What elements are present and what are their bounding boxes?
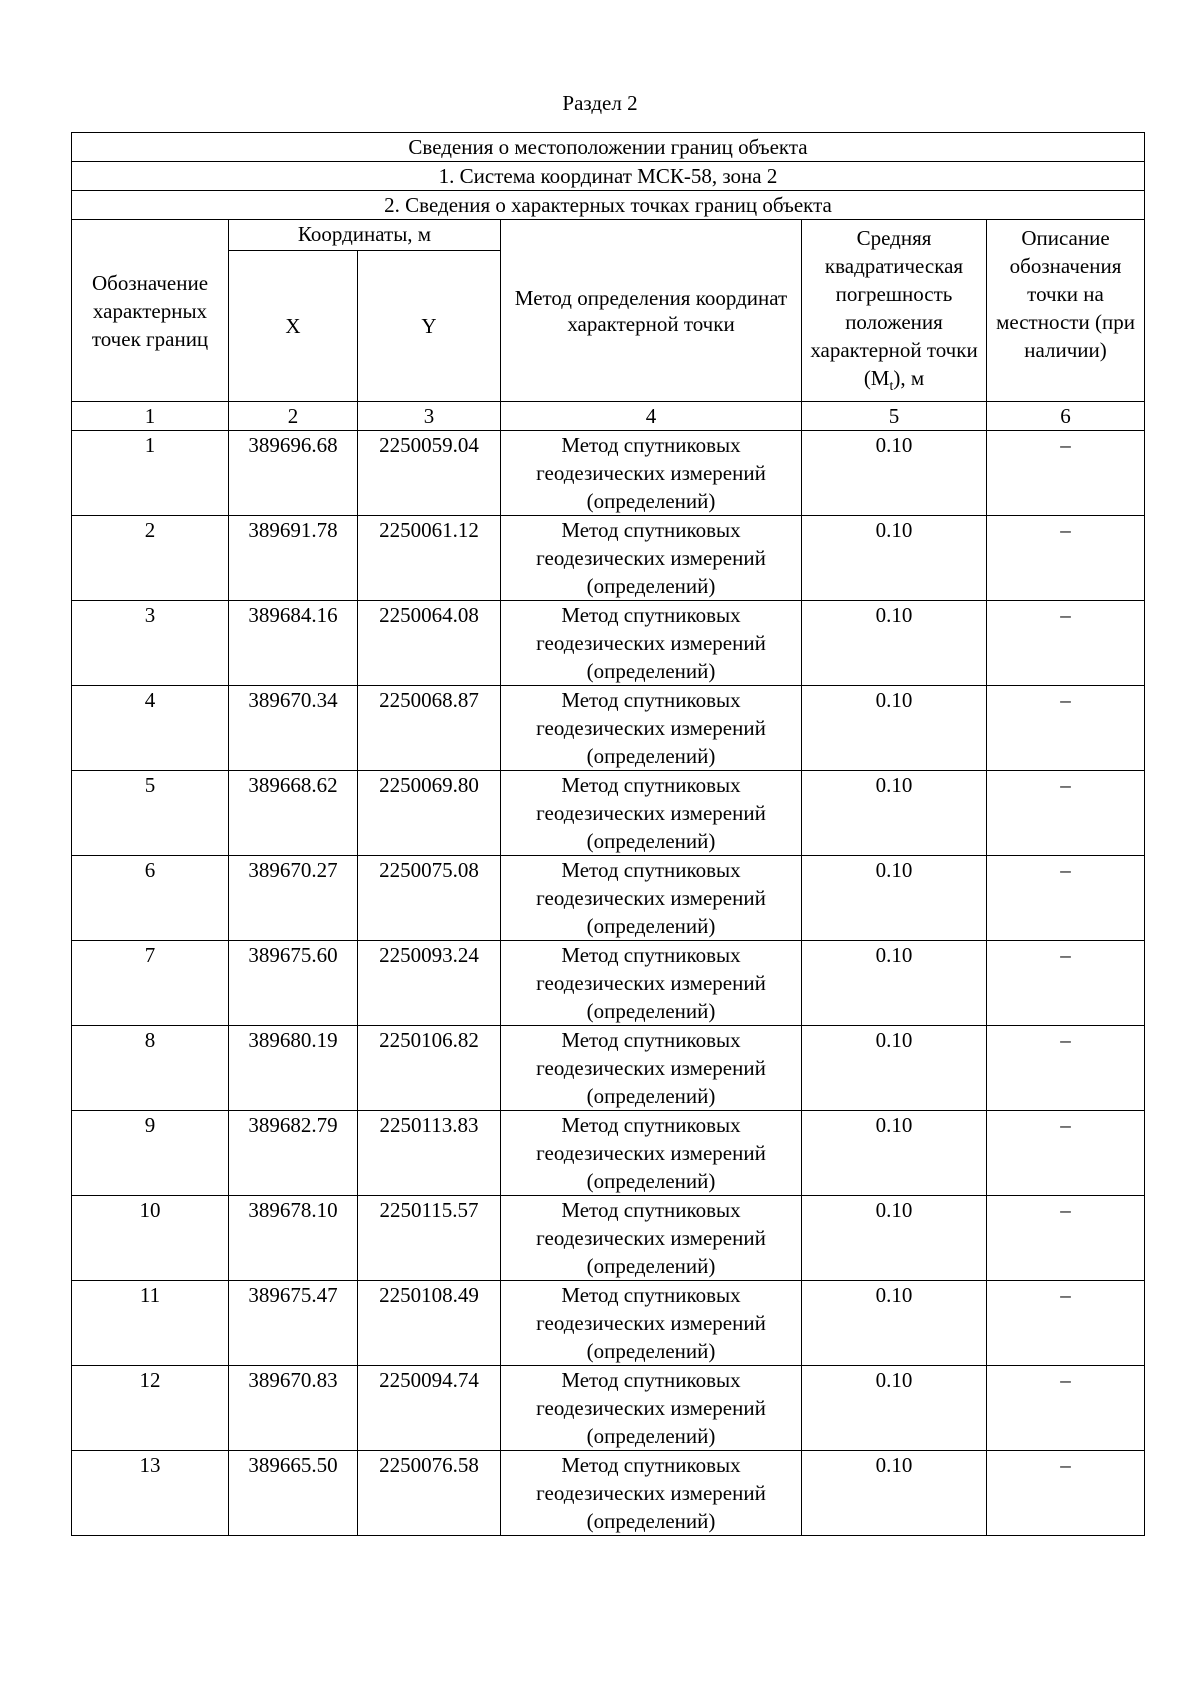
- point-cell: 1: [72, 431, 229, 516]
- x-cell: 389675.60: [229, 941, 358, 1026]
- description-cell: –: [987, 1111, 1145, 1196]
- header-designation: Обозначение характерных точек границ: [72, 220, 229, 402]
- method-cell: Метод спутниковых геодезических измерений (определений): [501, 1281, 802, 1366]
- method-cell: Метод спутниковых геодезических измерений (определений): [501, 1451, 802, 1536]
- table-row: [72, 771, 1145, 856]
- description-cell: –: [987, 1281, 1145, 1366]
- column-number: 5: [802, 402, 987, 431]
- point-cell: 8: [72, 1026, 229, 1111]
- table-row: [72, 686, 1145, 771]
- point-cell: 11: [72, 1281, 229, 1366]
- y-cell: 2250059.04: [358, 431, 501, 516]
- column-number: 6: [987, 402, 1145, 431]
- error-cell: 0.10: [802, 771, 987, 856]
- points-heading: 2. Сведения о характерных точках границ объекта: [72, 191, 1145, 220]
- point-cell: 10: [72, 1196, 229, 1281]
- method-cell: Метод спутниковых геодезических измерений (определений): [501, 941, 802, 1026]
- error-cell: 0.10: [802, 431, 987, 516]
- x-cell: 389670.34: [229, 686, 358, 771]
- x-cell: 389678.10: [229, 1196, 358, 1281]
- coord-system: 1. Система координат МСК-58, зона 2: [72, 162, 1145, 191]
- column-number: 4: [501, 402, 802, 431]
- error-cell: 0.10: [802, 601, 987, 686]
- table-row: [72, 1196, 1145, 1281]
- point-cell: 4: [72, 686, 229, 771]
- header-error-text: Средняя квадратическая погрешность положения характерной точки $(M_t)$, м: [810, 226, 978, 395]
- error-cell: 0.10: [802, 686, 987, 771]
- method-cell: Метод спутниковых геодезических измерений (определений): [501, 856, 802, 941]
- y-cell: 2250061.12: [358, 516, 501, 601]
- x-cell: 389665.50: [229, 1451, 358, 1536]
- description-cell: –: [987, 1366, 1145, 1451]
- x-cell: 389684.16: [229, 601, 358, 686]
- method-cell: Метод спутниковых геодезических измерений (определений): [501, 601, 802, 686]
- method-cell: Метод спутниковых геодезических измерений (определений): [501, 1026, 802, 1111]
- y-cell: 2250064.08: [358, 601, 501, 686]
- header-description: Описание обозначения точки на местности (при наличии): [987, 220, 1145, 402]
- table-caption-row: [72, 133, 1145, 162]
- coord-system-row: [72, 162, 1145, 191]
- error-cell: 0.10: [802, 1281, 987, 1366]
- description-cell: –: [987, 1196, 1145, 1281]
- point-cell: 12: [72, 1366, 229, 1451]
- table-row: [72, 516, 1145, 601]
- header-coordinates: Координаты, м: [229, 220, 501, 251]
- error-cell: 0.10: [802, 941, 987, 1026]
- table-row: [72, 431, 1145, 516]
- table-row: [72, 941, 1145, 1026]
- table-row: [72, 1451, 1145, 1536]
- error-cell: 0.10: [802, 1196, 987, 1281]
- table-row: [72, 1111, 1145, 1196]
- error-cell: 0.10: [802, 856, 987, 941]
- description-cell: –: [987, 431, 1145, 516]
- y-cell: 2250076.58: [358, 1451, 501, 1536]
- column-number: 2: [229, 402, 358, 431]
- method-cell: Метод спутниковых геодезических измерений (определений): [501, 516, 802, 601]
- table-row: [72, 1281, 1145, 1366]
- y-cell: 2250068.87: [358, 686, 501, 771]
- description-cell: –: [987, 516, 1145, 601]
- error-cell: 0.10: [802, 1366, 987, 1451]
- error-cell: 0.10: [802, 1111, 987, 1196]
- x-cell: 389670.27: [229, 856, 358, 941]
- x-cell: 389675.47: [229, 1281, 358, 1366]
- description-cell: –: [987, 771, 1145, 856]
- description-cell: –: [987, 1451, 1145, 1536]
- method-cell: Метод спутниковых геодезических измерений (определений): [501, 1196, 802, 1281]
- column-number: 3: [358, 402, 501, 431]
- y-cell: 2250094.74: [358, 1366, 501, 1451]
- table-caption: Сведения о местоположении границ объекта: [72, 133, 1145, 162]
- header-error: [802, 220, 987, 402]
- x-cell: 389696.68: [229, 431, 358, 516]
- point-cell: 5: [72, 771, 229, 856]
- header-y: Y: [358, 251, 501, 402]
- y-cell: 2250069.80: [358, 771, 501, 856]
- x-cell: 389682.79: [229, 1111, 358, 1196]
- header-row-1: [72, 220, 1145, 251]
- header-method: Метод определения координат характерной точки: [501, 220, 802, 402]
- point-cell: 7: [72, 941, 229, 1026]
- method-cell: Метод спутниковых геодезических измерений (определений): [501, 771, 802, 856]
- header-x: X: [229, 251, 358, 402]
- error-cell: 0.10: [802, 516, 987, 601]
- description-cell: –: [987, 601, 1145, 686]
- method-cell: Метод спутниковых геодезических измерений (определений): [501, 1111, 802, 1196]
- x-cell: 389680.19: [229, 1026, 358, 1111]
- x-cell: 389691.78: [229, 516, 358, 601]
- y-cell: 2250113.83: [358, 1111, 501, 1196]
- y-cell: 2250093.24: [358, 941, 501, 1026]
- y-cell: 2250106.82: [358, 1026, 501, 1111]
- method-cell: Метод спутниковых геодезических измерений (определений): [501, 1366, 802, 1451]
- method-cell: Метод спутниковых геодезических измерений (определений): [501, 686, 802, 771]
- description-cell: –: [987, 686, 1145, 771]
- point-cell: 2: [72, 516, 229, 601]
- method-cell: Метод спутниковых геодезических измерений (определений): [501, 431, 802, 516]
- points-heading-row: [72, 191, 1145, 220]
- y-cell: 2250108.49: [358, 1281, 501, 1366]
- description-cell: –: [987, 941, 1145, 1026]
- column-number: 1: [72, 402, 229, 431]
- boundary-points-table: [71, 132, 1145, 1536]
- table-row: [72, 1366, 1145, 1451]
- description-cell: –: [987, 1026, 1145, 1111]
- point-cell: 3: [72, 601, 229, 686]
- x-cell: 389668.62: [229, 771, 358, 856]
- description-cell: –: [987, 856, 1145, 941]
- error-cell: 0.10: [802, 1026, 987, 1111]
- column-number-row: [72, 402, 1145, 431]
- y-cell: 2250115.57: [358, 1196, 501, 1281]
- table-row: [72, 601, 1145, 686]
- point-cell: 13: [72, 1451, 229, 1536]
- table-row: [72, 1026, 1145, 1111]
- x-cell: 389670.83: [229, 1366, 358, 1451]
- error-cell: 0.10: [802, 1451, 987, 1536]
- y-cell: 2250075.08: [358, 856, 501, 941]
- table-body: [72, 133, 1145, 1536]
- point-cell: 6: [72, 856, 229, 941]
- section-title: Раздел 2: [562, 91, 638, 115]
- table-row: [72, 856, 1145, 941]
- point-cell: 9: [72, 1111, 229, 1196]
